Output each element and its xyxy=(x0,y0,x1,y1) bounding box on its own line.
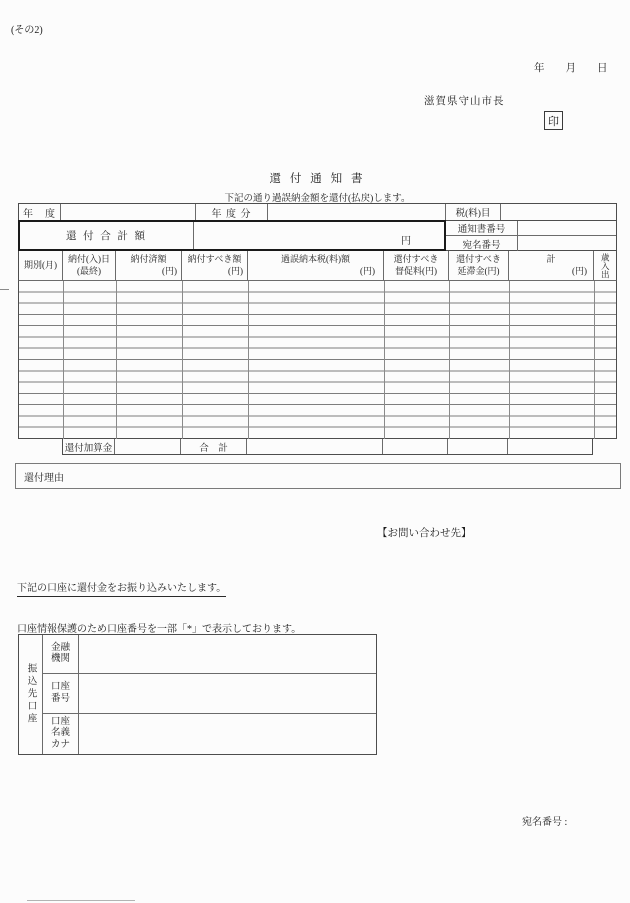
bank-account-table xyxy=(18,634,377,755)
sender-name: 滋賀県守山市長 xyxy=(424,96,505,107)
contact-heading: 【お問い合わせ先】 xyxy=(377,528,472,539)
addressee-no-label: 宛名番号 xyxy=(446,236,518,251)
tax-item-value-cell xyxy=(501,204,616,220)
refund-total-value-cell xyxy=(194,222,444,249)
refund-reason-box xyxy=(15,463,621,489)
page-subtitle: 下記の通り過誤納金額を還付(払戻)します。 xyxy=(224,194,411,204)
summary-total-value-cell xyxy=(247,439,383,454)
col-header-period: 期別(月) xyxy=(19,251,63,280)
year-class-value-cell xyxy=(268,204,446,220)
transfer-note: 下記の口座に還付金をお振り込みいたします。 xyxy=(17,583,226,597)
page-title: 還 付 通 知 書 xyxy=(269,173,366,185)
privacy-note: 口座情報保護のため口座番号を一部「*」で表示しております。 xyxy=(17,624,302,635)
addressee-number-footer: 宛名番号 : xyxy=(522,817,568,828)
bank-row-account-number xyxy=(43,674,376,714)
bank-row-institution xyxy=(43,635,376,674)
bank-account-holder-label: 口座 名義 カナ xyxy=(43,714,79,754)
bank-group-label: 振込先口座 xyxy=(25,663,36,726)
refund-total-box xyxy=(18,220,446,251)
surcharge-value-cell xyxy=(115,439,181,454)
column-divider xyxy=(248,281,249,439)
detail-summary-row xyxy=(62,439,593,455)
bank-group-label-cell xyxy=(19,635,43,754)
column-divider xyxy=(63,281,64,439)
col-header-payment-date: 納付(入)日 (最終) xyxy=(63,251,116,280)
column-divider xyxy=(594,281,595,439)
seal-stamp-icon: 印 xyxy=(544,111,563,130)
column-divider xyxy=(449,281,450,439)
col-header-refund-demand-fee: 還付すべき 督促料(円) xyxy=(384,251,449,280)
detail-header-row xyxy=(18,251,617,281)
addressee-no-value-cell xyxy=(518,236,616,251)
seal-stamp-wrap xyxy=(544,111,563,130)
bank-institution-value-cell xyxy=(79,635,376,673)
col-header-total: 計 (円) xyxy=(509,251,594,280)
column-divider xyxy=(509,281,510,439)
col-header-refund-late-fee: 還付すべき 延滞金(円) xyxy=(449,251,509,280)
summary-empty-cell xyxy=(508,439,592,454)
corner-note: (その2) xyxy=(11,25,43,36)
surcharge-label: 還付加算金 xyxy=(63,439,115,454)
column-divider xyxy=(182,281,183,439)
bank-row-account-holder xyxy=(43,714,376,754)
summary-empty-cell xyxy=(383,439,448,454)
refund-reason-label: 還付理由 xyxy=(24,472,64,484)
notice-no-value-cell xyxy=(518,221,616,235)
column-divider xyxy=(116,281,117,439)
bank-account-number-label: 口座 番号 xyxy=(43,674,79,713)
summary-total-label: 合 計 xyxy=(181,439,247,454)
notice-number-stack xyxy=(446,221,617,251)
registration-mark-bottom xyxy=(27,900,135,901)
bank-account-holder-value-cell xyxy=(79,714,376,754)
registration-mark-left xyxy=(0,289,9,290)
column-divider xyxy=(384,281,385,439)
col-header-paid-amount: 納付済額 (円) xyxy=(116,251,182,280)
bank-institution-label: 金融 機関 xyxy=(43,635,79,673)
bank-account-number-value-cell xyxy=(79,674,376,713)
info-band-year xyxy=(18,203,617,221)
notice-no-label: 通知書番号 xyxy=(446,221,518,235)
detail-body-grid xyxy=(18,281,617,439)
refund-total-label: 還 付 合 計 額 xyxy=(20,222,194,249)
year-class-label: 年 度 分 xyxy=(196,204,268,220)
yen-suffix: 円 xyxy=(401,236,411,247)
summary-empty-cell xyxy=(448,439,508,454)
fiscal-year-label: 年 度 xyxy=(19,204,61,220)
tax-item-label: 税(料)目 xyxy=(446,204,501,220)
col-header-payable-amount: 納付すべき額 (円) xyxy=(182,251,248,280)
date-line: 年 月 日 xyxy=(534,63,608,74)
transfer-note-wrap xyxy=(17,579,226,594)
col-header-revenue-expenditure: 歳入出 xyxy=(600,252,611,279)
col-header-overpaid-tax: 過誤納本税(料)額 (円) xyxy=(248,251,384,280)
fiscal-year-value-cell xyxy=(61,204,196,220)
